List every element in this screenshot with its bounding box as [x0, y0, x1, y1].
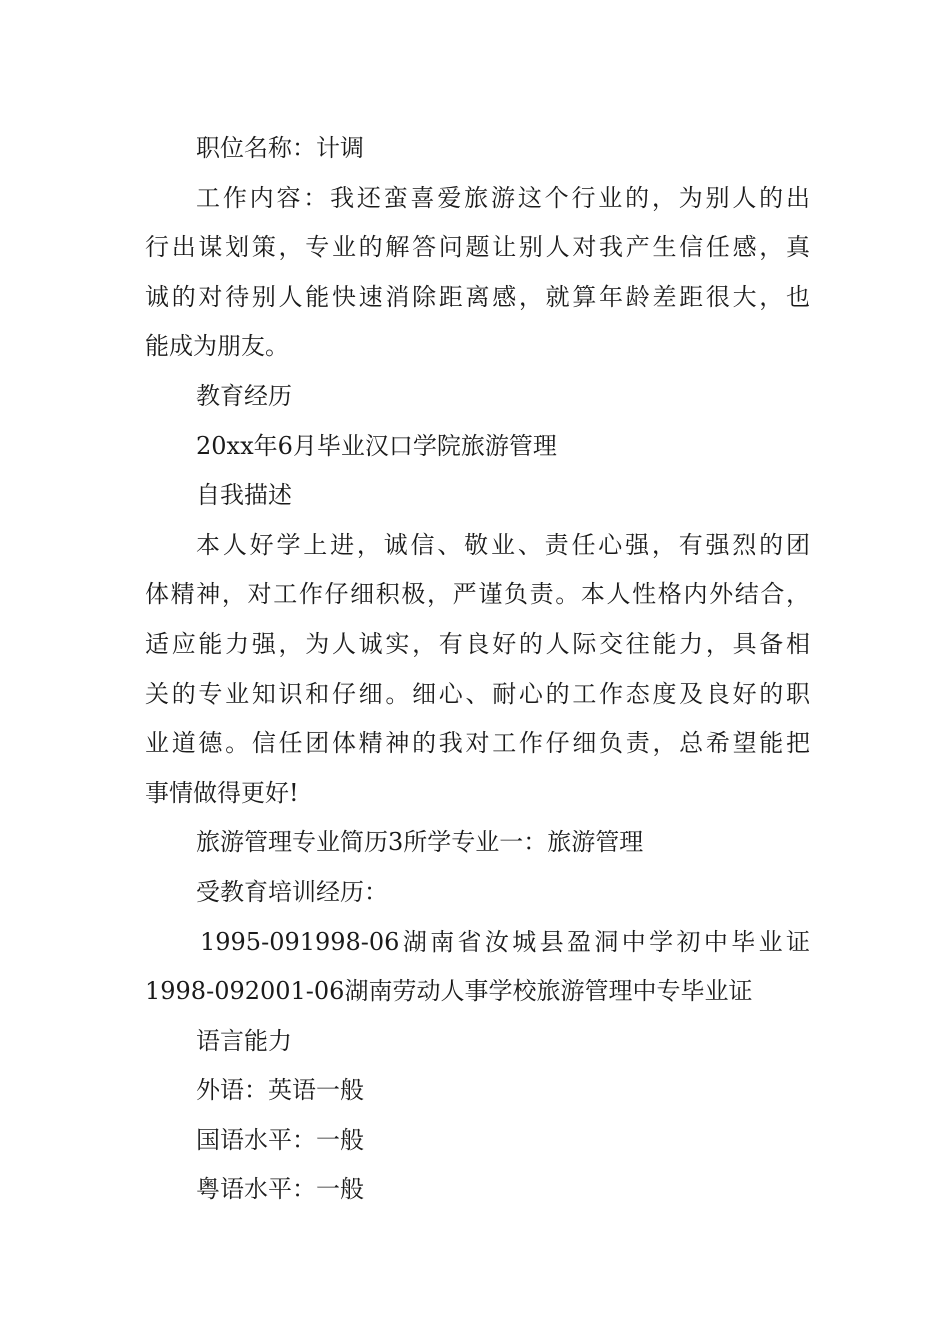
self-description-line-1: 本人好学上进，诚信、敬业、责任心强，有强烈的团 [196, 530, 810, 559]
job-title-line: 职位名称：计调 [196, 134, 364, 162]
self-description-line-5: 业道德。信任团体精神的我对工作仔细负责，总希望能把 [145, 729, 810, 758]
self-description-line-2: 体精神，对工作仔细积极，严谨负责。本人性格内外结合， [145, 580, 810, 609]
job-content-line-1: 工作内容：我还蛮喜爱旅游这个行业的，为别人的出 [196, 183, 810, 212]
self-description-line-6: 事情做得更好! [145, 778, 299, 807]
mandarin-level-line: 国语水平：一般 [196, 1125, 364, 1154]
training-entry-1: 1995-091998-06湖南省汝城县盈洞中学初中毕业证 [200, 927, 810, 956]
education-heading: 教育经历 [196, 381, 292, 410]
training-heading: 受教育培训经历： [196, 877, 388, 906]
job-content-line-2: 行出谋划策，专业的解答问题让别人对我产生信任感，真 [145, 233, 810, 262]
self-description-line-4: 关的专业知识和仔细。细心、耐心的工作态度及良好的职 [145, 679, 810, 708]
language-heading: 语言能力 [196, 1026, 292, 1055]
cantonese-level-line: 粤语水平：一般 [196, 1175, 364, 1204]
document-body [145, 124, 810, 1215]
job-content-line-4: 能成为朋友。 [145, 332, 289, 361]
self-description-line-3: 适应能力强，为人诚实，有良好的人际交往能力，具备相 [145, 629, 810, 658]
foreign-language-line: 外语：英语一般 [196, 1076, 364, 1105]
self-description-heading: 自我描述 [196, 481, 292, 510]
resume-3-major-line: 旅游管理专业简历3所学专业一：旅游管理 [196, 828, 644, 857]
training-entry-2: 1998-092001-06湖南劳动人事学校旅游管理中专毕业证 [145, 977, 753, 1006]
education-entry: 20xx年6月毕业汉口学院旅游管理 [196, 431, 557, 460]
job-content-line-3: 诚的对待别人能快速消除距离感，就算年龄差距很大，也 [145, 282, 810, 311]
